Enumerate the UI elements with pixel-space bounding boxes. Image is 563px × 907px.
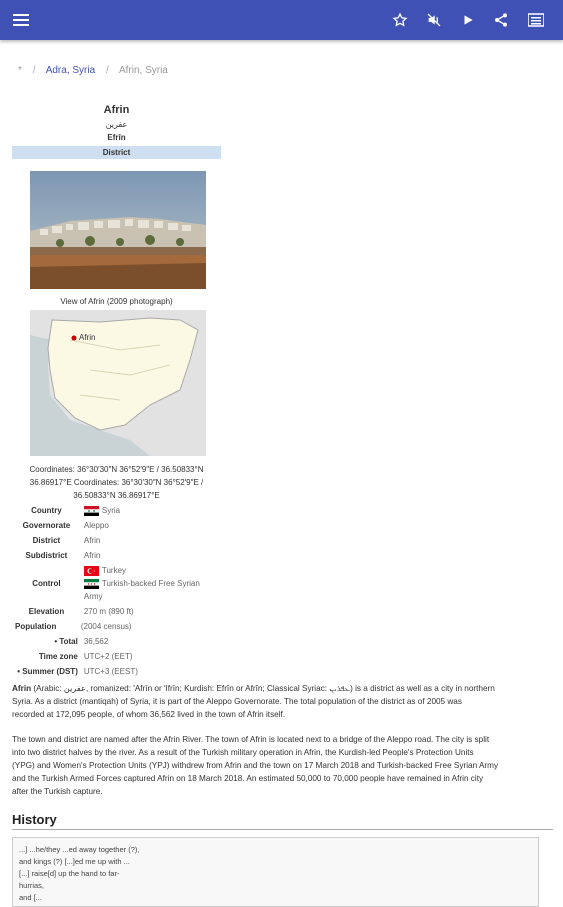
control-value-3[interactable]: Army	[83, 592, 103, 601]
control-value-2[interactable]: Turkish-backed Free Syrian	[101, 579, 200, 588]
infobox-row	[12, 604, 221, 619]
paragraph-line: Syria. As a district (mantiqah) of Syria, it is part of the Aleppo Governorate. The total population of the district as of 2005 was	[12, 697, 462, 706]
coordinates	[12, 463, 221, 502]
quote-line: hurrias,	[19, 881, 45, 890]
row-key: District	[32, 536, 61, 545]
infobox-native-name: Efrîn	[107, 133, 126, 142]
volume-off-icon[interactable]	[419, 0, 449, 40]
row-key: Governorate	[22, 521, 71, 530]
infobox-type: District	[12, 146, 221, 159]
turkey-flag-icon	[84, 566, 99, 576]
row-key: • Summer (DST)	[17, 667, 78, 676]
infobox-row	[12, 649, 221, 664]
paragraph-line: and the Turkish Armed Forces captured Afrin on 18 March 2018. An estimated 50,000 to 70,000 people have remained in Afrin city	[12, 774, 484, 783]
breadcrumb-home[interactable]: *	[18, 65, 22, 76]
map-location-label: Afrin	[79, 333, 96, 342]
row-value[interactable]: Afrin	[83, 551, 101, 560]
infobox-row	[12, 664, 221, 679]
article-subject: Afrin	[12, 684, 32, 693]
town-photo[interactable]	[30, 171, 206, 289]
share-icon[interactable]	[486, 0, 516, 40]
country-value[interactable]: Syria	[101, 506, 121, 515]
infobox-table	[12, 503, 221, 679]
infobox-row	[12, 563, 221, 604]
paragraph-line: The town and district are named after the Afrin River. The town of Afrin is located next to a bridge of the Aleppo road. The city is split	[12, 735, 490, 744]
paragraph-line: after the Turkish capture.	[12, 787, 103, 796]
breadcrumb-current: Afrin, Syria	[118, 65, 168, 76]
row-value: 270 m (890 ft)	[83, 607, 134, 616]
quote-line: [...] raise[d] up the hand to far-	[19, 869, 120, 878]
infobox-row	[12, 533, 221, 548]
location-map[interactable]	[30, 310, 206, 456]
intro-paragraph	[12, 682, 552, 721]
photo-caption: View of Afrin (2009 photograph)	[60, 297, 173, 306]
row-key: Time zone	[38, 652, 78, 661]
quote-line: and kings (?) [...]ed me up with ...	[19, 857, 130, 866]
row-key: Subdistrict	[25, 551, 68, 560]
infobox-title: Afrin	[103, 104, 130, 116]
infobox-arabic-name: عفرين	[105, 120, 128, 129]
row-key: Country	[31, 506, 62, 515]
paragraph-text: (Arabic: عفرين, romanized: 'Afrīn or 'Ifrīn; Kurdish: Efrîn or Afrîn; Classical Syriac: ܥܦܪܝܢ) is a district as well as a city in northern	[31, 684, 495, 693]
coordinates-line: 36.50833°N 36.86917°E	[73, 491, 160, 500]
control-value-1[interactable]: Turkey	[101, 566, 127, 575]
row-key: Population	[15, 622, 57, 631]
paragraph-line: (YPG) and Women's Protection Units (YPJ) withdrew from Afrin and the town on 17 March 2018 and Turkish-backed Free Syrian Army	[12, 761, 499, 770]
quote-box	[12, 837, 539, 907]
coordinates-line: 36.86917°E Coordinates: 36°30′30″N 36°52′9″E /	[29, 478, 204, 487]
section-heading-history: History	[12, 812, 57, 827]
row-value[interactable]: Afrin	[83, 536, 101, 545]
breadcrumb	[18, 65, 168, 76]
quote-line: ...] ...he/they ...ed away together (?),	[19, 845, 140, 854]
paragraph-line: into two district halves by the river. As a result of the Turkish military operation in Afrin, the Kurdish-led People's Protection Units	[12, 748, 474, 757]
more-icon[interactable]	[521, 0, 551, 40]
syria-flag-icon	[84, 506, 99, 516]
row-value[interactable]: UTC+2 (EET)	[83, 652, 133, 661]
infobox-row	[12, 634, 221, 649]
row-value[interactable]: UTC+3 (EEST)	[83, 667, 138, 676]
section-divider	[12, 829, 553, 830]
row-key: • Total	[54, 637, 78, 646]
menu-icon[interactable]	[6, 0, 36, 40]
infobox-row	[12, 548, 221, 563]
star-icon[interactable]	[385, 0, 415, 40]
quote-line: and [...	[19, 893, 42, 902]
infobox-row	[12, 619, 221, 634]
row-value: (2004 census)	[80, 622, 132, 631]
app-bar	[0, 0, 563, 40]
row-key: Control	[32, 579, 61, 588]
breadcrumb-separator: /	[105, 65, 109, 76]
infobox-row	[12, 518, 221, 533]
paragraph-line: recorded at 172,095 people, of whom 36,562 lived in the town of Afrin itself.	[12, 710, 286, 719]
breadcrumb-separator: /	[32, 65, 36, 76]
second-paragraph	[12, 733, 552, 798]
row-key: Elevation	[28, 607, 65, 616]
coordinates-line: Coordinates: 36°30′30″N 36°52′9″E / 36.50833°N	[29, 465, 204, 474]
row-value	[81, 503, 221, 518]
fsa-flag-icon	[84, 579, 99, 589]
play-icon[interactable]	[453, 0, 483, 40]
row-value[interactable]: Aleppo	[83, 521, 109, 530]
row-value: 36,562	[83, 637, 109, 646]
row-value	[81, 563, 221, 604]
infobox	[12, 98, 221, 676]
breadcrumb-link[interactable]: Adra, Syria	[45, 65, 96, 76]
infobox-row	[12, 503, 221, 518]
